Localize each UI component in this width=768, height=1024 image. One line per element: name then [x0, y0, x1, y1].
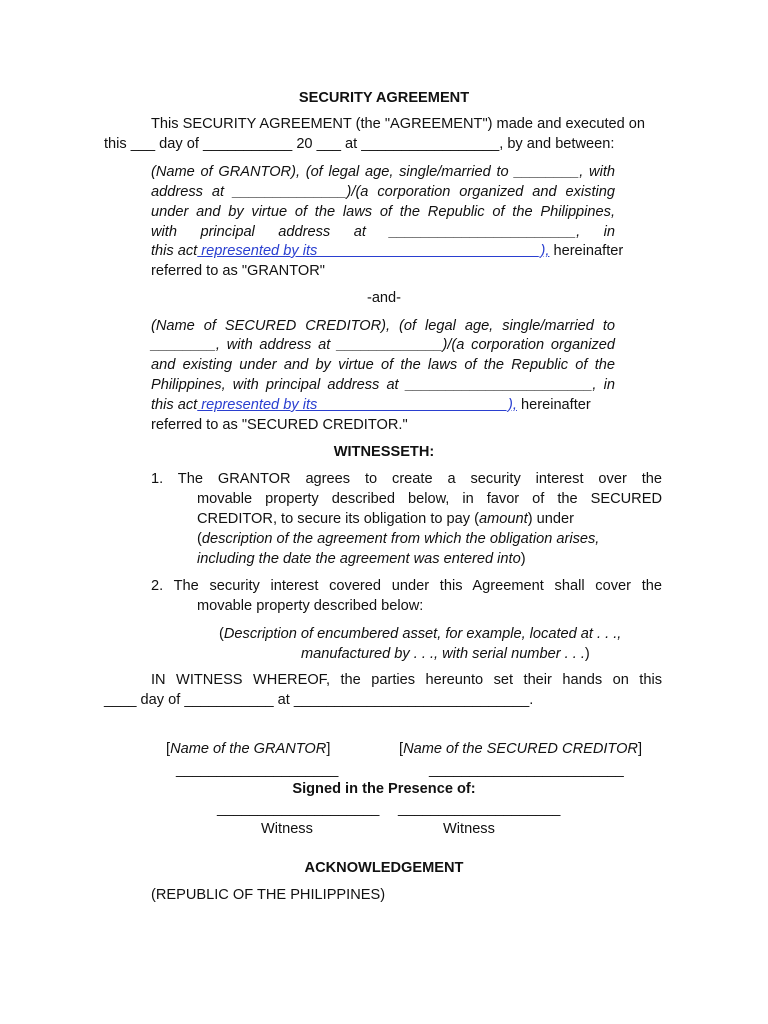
grantor-line-4: with principal address at _______________________, in [151, 224, 615, 240]
item1-close-paren: ) [520, 551, 526, 567]
grantor-line-6: referred to as "GRANTOR" [151, 263, 325, 279]
creditor-line-4: Philippines, with principal address at _______________________, in [151, 377, 615, 393]
asset-description: Description of encumbered asset, for example, located at . . ., [223, 626, 622, 642]
asset-desc-line-1 [219, 624, 621, 644]
witness-whereof-line-1: IN WITNESS WHEREOF, the parties hereunto set their hands on this [151, 672, 662, 688]
and-separator: -and- [366, 290, 402, 306]
item1-under-text: ) under [527, 511, 574, 527]
republic-line: (REPUBLIC OF THE PHILIPPINES) [151, 887, 386, 903]
creditor-signature-name [399, 739, 642, 759]
creditor-line-3: and existing under and by virtue of the laws of the Republic of the [151, 357, 615, 373]
acknowledgement-heading: ACKNOWLEDGEMENT [304, 860, 464, 876]
creditor-name-placeholder: Name of the SECURED CREDITOR [403, 741, 638, 757]
witness-right-line: ____________________ [398, 801, 561, 817]
bracket-open: [ [399, 741, 404, 757]
item1-line-3 [197, 509, 574, 529]
creditor-represented-by-link[interactable]: represented by its _______________________), [197, 397, 517, 413]
item2-line-2: movable property described below: [197, 598, 424, 614]
witness-left-line: ____________________ [217, 801, 380, 817]
item1-agreement-date: including the date the agreement was entered into [197, 551, 521, 567]
creditor-line-6: referred to as "SECURED CREDITOR." [151, 417, 408, 433]
witness-whereof-line-2: ____ day of ___________ at _____________________________. [104, 692, 534, 708]
item1-line-2: movable property described below, in favor of the SECURED [197, 491, 662, 507]
witness-right-label: Witness [443, 821, 495, 837]
item1-amount: amount [479, 511, 528, 527]
grantor-signature-name [166, 739, 330, 759]
bracket-close: ] [637, 741, 643, 757]
asset-open-paren: ( [219, 626, 224, 642]
item1-secure-text: CREDITOR, to secure its obligation to pay ( [197, 511, 479, 527]
grantor-line-5 [151, 241, 623, 261]
witnesseth-heading: WITNESSETH: [333, 444, 435, 460]
item1-agreement-description: description of the agreement from which the obligation arises, [201, 531, 600, 547]
asset-desc-line-2 [301, 644, 590, 664]
bracket-close: ] [326, 741, 331, 757]
signed-presence-heading: Signed in the Presence of: [292, 781, 476, 797]
asset-manufacturer: manufactured by . . ., with serial number . . . [301, 646, 585, 662]
grantor-name-placeholder: Name of the GRANTOR [170, 741, 327, 757]
grantor-line-3: under and by virtue of the laws of the Republic of the Philippines, [151, 204, 615, 220]
item1-open-paren: ( [197, 531, 202, 547]
grantor-this-act: this act [151, 243, 198, 259]
intro-line-1: This SECURITY AGREEMENT (the "AGREEMENT") made and executed on [151, 116, 646, 132]
item1-line-1: 1. The GRANTOR agrees to create a security interest over the [151, 471, 662, 487]
intro-line-2: this ___ day of ___________ 20 ___ at _________________, by and between: [104, 136, 615, 152]
grantor-represented-by-link[interactable]: represented by its ___________________________), [197, 243, 550, 259]
creditor-line-1: (Name of SECURED CREDITOR), (of legal age, single/married to [151, 318, 615, 334]
witness-left-label: Witness [261, 821, 313, 837]
creditor-hereinafter: hereinafter [516, 397, 591, 413]
item2-line-1: 2. The security interest covered under this Agreement shall cover the [151, 578, 662, 594]
grantor-signature-line: ____________________ [176, 762, 339, 778]
creditor-this-act: this act [151, 397, 198, 413]
grantor-line-1: (Name of GRANTOR), (of legal age, single/married to ________, with [151, 164, 615, 180]
creditor-line-2: ________, with address at _____________)/(a corporation organized [151, 337, 615, 353]
document-title: SECURITY AGREEMENT [298, 90, 470, 106]
creditor-line-5 [151, 395, 591, 415]
grantor-hereinafter: hereinafter [549, 243, 624, 259]
bracket-open: [ [166, 741, 171, 757]
grantor-line-2: address at ______________)/(a corporation organized and existing [151, 184, 615, 200]
asset-close-paren: ) [584, 646, 590, 662]
creditor-signature-line: ________________________ [429, 762, 624, 778]
item1-line-4 [197, 529, 599, 549]
item1-line-5 [197, 549, 526, 569]
